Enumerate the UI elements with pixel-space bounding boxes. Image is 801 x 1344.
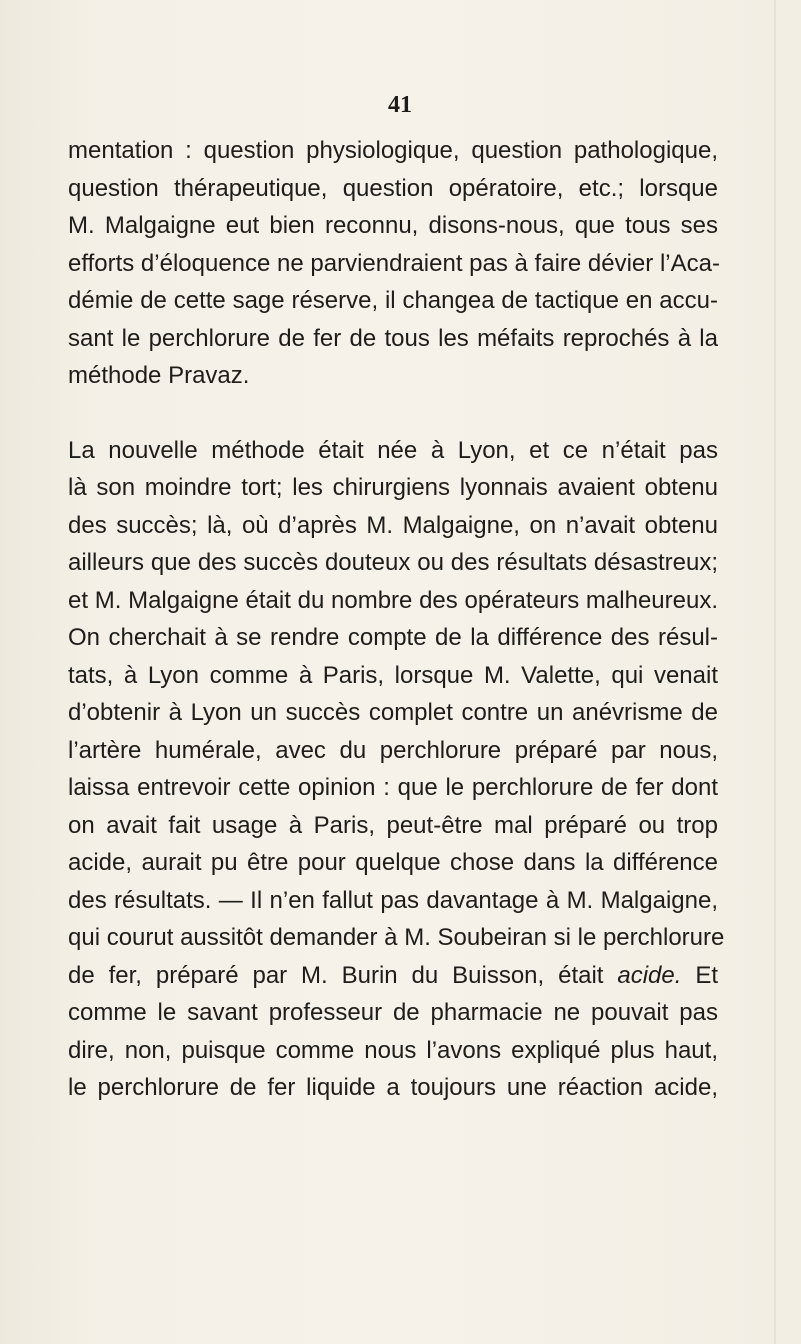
paragraph-1 — [68, 132, 718, 395]
text-line: d’obtenir à Lyon un succès complet contre un anévrisme de — [68, 699, 718, 726]
italic-word: acide. — [617, 961, 682, 989]
text-line: qui courut aussitôt demander à M. Soubeiran si le perchlorure — [68, 924, 725, 951]
page-number: 41 — [388, 92, 412, 118]
text-line: sant le perchlorure de fer de tous les méfaits reprochés à la — [68, 324, 718, 352]
line-start: de fer, préparé par M. Burin du Buisson, était — [68, 961, 604, 989]
text-line: et M. Malgaigne était du nombre des opérateurs malheureux. — [68, 586, 718, 614]
text-line: ailleurs que des succès douteux ou des résultats désastreux; — [68, 549, 718, 576]
text-line: dire, non, puisque comme nous l’avons expliqué plus haut, — [68, 1036, 718, 1064]
text-line: On cherchait à se rendre compte de la différence des résul- — [68, 624, 718, 651]
text-line: efforts d’éloquence ne parviendraient pas à faire dévier l’Aca- — [68, 249, 720, 277]
text-line-with-italic — [68, 957, 718, 995]
text-line: question thérapeutique, question opératoire, etc.; lorsque — [68, 174, 718, 202]
text-line: La nouvelle méthode était née à Lyon, et ce n’était pas — [68, 436, 718, 464]
paragraph-2 — [68, 432, 725, 1107]
text-line: on avait fait usage à Paris, peut-être mal préparé ou trop — [68, 811, 718, 839]
text-line: des succès; là, où d’après M. Malgaigne, on n’avait obtenu — [68, 511, 718, 539]
page-edge-shadow — [774, 0, 776, 1344]
text-line: acide, aurait pu être pour quelque chose dans la différence — [68, 849, 718, 876]
text-line: des résultats. — Il n’en fallut pas davantage à M. Malgaigne, — [68, 886, 718, 914]
line-end: Et — [681, 961, 718, 989]
text-line: laissa entrevoir cette opinion : que le perchlorure de fer dont — [68, 774, 718, 801]
text-line: comme le savant professeur de pharmacie ne pouvait pas — [68, 999, 718, 1026]
text-line: tats, à Lyon comme à Paris, lorsque M. Valette, qui venait — [68, 661, 718, 689]
text-line: l’artère humérale, avec du perchlorure préparé par nous, — [68, 736, 718, 764]
text-line: démie de cette sage réserve, il changea de tactique en accu- — [68, 287, 718, 314]
text-line: méthode Pravaz. — [68, 362, 250, 389]
text-line: M. Malgaigne eut bien reconnu, disons-nous, que tous ses — [68, 212, 718, 239]
text-line: là son moindre tort; les chirurgiens lyonnais avaient obtenu — [68, 474, 718, 501]
text-line: le perchlorure de fer liquide a toujours une réaction acide, — [68, 1074, 718, 1101]
body-text — [68, 132, 725, 1107]
text-line: mentation : question physiologique, question pathologique, — [68, 137, 718, 164]
